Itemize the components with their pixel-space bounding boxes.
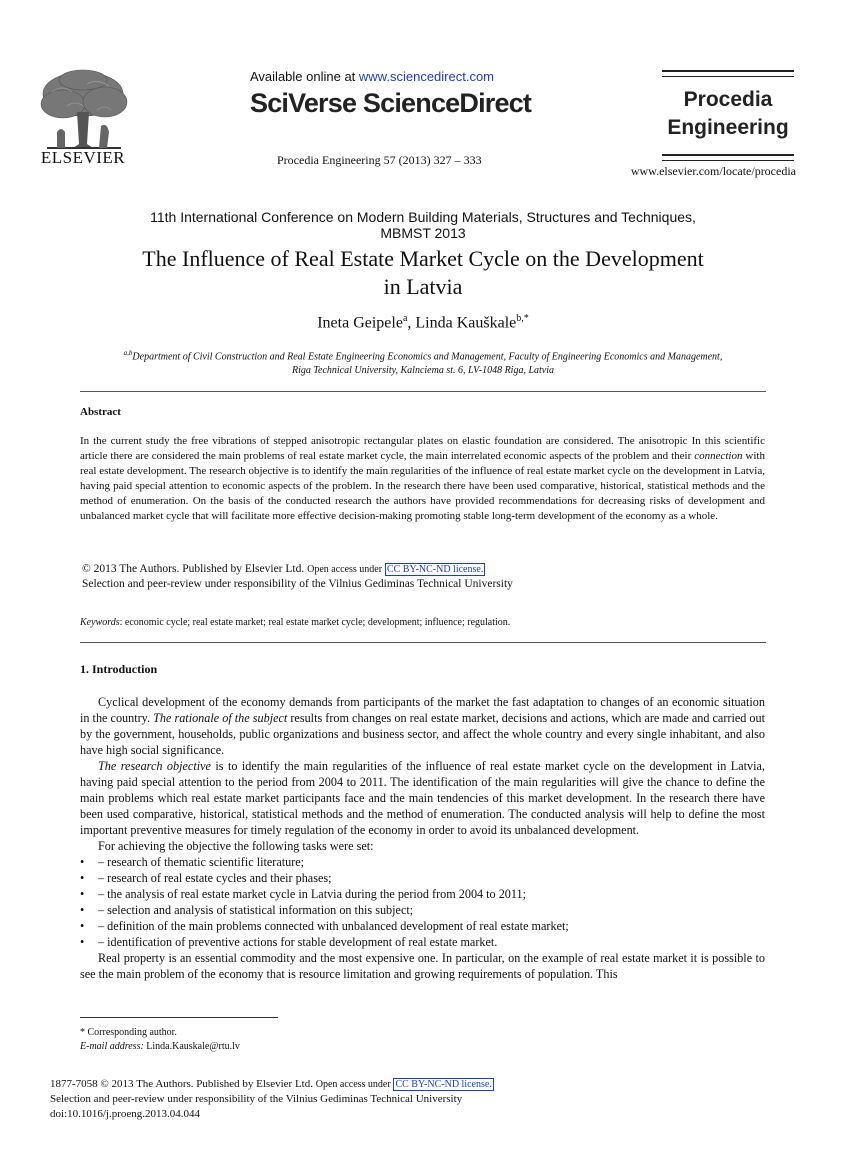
bullet-icon: •	[80, 903, 85, 917]
abstract-text-part1: In the current study the free vibrations of stepped anisotropic rectangular plates on elastic foundation are considered. The anisotropic In this scientific article there are considered the main problems of real estate market cycle, the main interrelated economic aspects of the problem and their	[80, 435, 765, 462]
paper-title-line1: The Influence of Real Estate Market Cycle on the Development	[142, 246, 704, 271]
journal-name-line2: Engineering	[667, 116, 789, 139]
conference-name	[60, 209, 786, 241]
abstract-text-part2: with real estate development. The research objective is to identify the main regularities of the influence of real estate market cycle on the development in Latvia, having paid special attention to economic aspects of the problem. In the research there have been used comparative, historical, statistical methods and the method of enumeration. On the basis of the conducted research the authors have provided recommendations for decreasing risks of development and unbalanced market cycle that will facilitate more effective decision-making promoting stable long-term development of the economy as a whole.	[80, 450, 765, 522]
task-text: – definition of the main problems connected with unbalanced development of real estate market;	[98, 919, 569, 933]
author-2: Linda Kauškale	[415, 314, 517, 332]
list-item	[80, 886, 765, 902]
list-item	[80, 918, 765, 934]
author-1-affil: a	[402, 313, 408, 324]
journal-reference: Procedia Engineering 57 (2013) 327 – 333	[277, 153, 482, 167]
paper-title-line2: in Latvia	[383, 274, 463, 299]
intro-paragraph-3: For achieving the objective the following tasks were set:	[98, 839, 374, 853]
task-text: – research of thematic scientific literature;	[98, 855, 305, 869]
intro-p2-text: is to identify the main regularities of the influence of real estate market cycle on the development in Latvia, having paid special attention to the period from 2004 to 2011. The identification of the main regularities will give the chance to define the main problems which real estate market participants face and the main tendencies of this market development. In the research there have been used comparative, historical, statistical methods and the method of enumeration. The conducted analysis will help to define the most important preventive measures for timely regulation of the economy in order to avoid its unbalanced development.	[80, 759, 765, 837]
keywords-list: : economic cycle; real estate market; real estate market cycle; development; influence; regulation.	[119, 617, 511, 628]
task-text: – identification of preventive actions for stable development of real estate market.	[98, 935, 498, 949]
license-link[interactable]: CC BY-NC-ND license.	[386, 564, 484, 575]
copyright-line: © 2013 The Authors. Published by Elsevier Ltd.	[82, 563, 305, 575]
intro-p1-text-a: Cyclical development of the economy demands from participants of the market the fast adaptation to changes of an economic situation in the country.	[80, 695, 765, 725]
author-separator: ,	[407, 314, 416, 332]
sciverse-sciencedirect-logo: SciVerse ScienceDirect	[250, 88, 532, 118]
page-footer	[50, 1077, 494, 1122]
journal-name	[662, 86, 794, 142]
conference-line2: MBMST 2013	[380, 225, 466, 241]
journal-rule-top	[662, 70, 794, 77]
abstract-text	[80, 434, 765, 524]
introduction-body	[80, 694, 765, 982]
email-address[interactable]: Linda.Kauskale@rtu.lv	[143, 1041, 240, 1052]
bullet-icon: •	[80, 855, 85, 869]
intro-p2-italic: The research objective	[98, 759, 211, 773]
journal-name-line1: Procedia	[683, 88, 773, 111]
intro-paragraph-1	[80, 694, 765, 758]
open-access-label: Open access under	[307, 564, 383, 575]
bullet-icon: •	[80, 887, 85, 901]
section-heading-introduction: 1. Introduction	[80, 662, 158, 676]
issn-copyright: 1877-7058 © 2013 The Authors. Published by Elsevier Ltd.	[50, 1078, 313, 1090]
keywords-label: Keywords	[80, 617, 120, 628]
footer-license-link[interactable]: CC BY-NC-ND license.	[395, 1079, 492, 1090]
intro-p1-italic: The rationale of the subject	[153, 711, 288, 725]
list-item	[80, 934, 765, 950]
doi[interactable]: doi:10.1016/j.proeng.2013.04.044	[50, 1108, 201, 1120]
conference-line1: 11th International Conference on Modern Building Materials, Structures and Techniques,	[150, 209, 696, 225]
footnote	[80, 1026, 240, 1054]
task-text: – selection and analysis of statistical information on this subject;	[98, 903, 414, 917]
email-label: E-mail address:	[80, 1041, 144, 1052]
journal-url[interactable]: www.elsevier.com/locate/procedia	[630, 164, 796, 178]
author-list	[60, 313, 786, 332]
paper-title	[60, 245, 786, 301]
list-item	[80, 870, 765, 886]
list-item	[80, 902, 765, 918]
abstract-heading: Abstract	[80, 406, 121, 418]
corresponding-author: * Corresponding author.	[80, 1027, 177, 1038]
copyright-block	[82, 562, 767, 592]
available-online	[250, 69, 494, 84]
divider-bottom	[80, 642, 766, 643]
author-1: Ineta Geipele	[317, 314, 403, 332]
bullet-icon: •	[80, 919, 85, 933]
footnote-rule	[80, 1017, 278, 1018]
bullet-icon: •	[80, 871, 85, 885]
intro-paragraph-4: Real property is an essential commodity and the most expensive one. In particular, on the example of real estate market it is possible to see the main problem of the economy that is resource limitation and growing requirements of population. This	[80, 951, 765, 981]
affiliation	[60, 346, 786, 378]
intro-paragraph-2	[80, 758, 765, 838]
task-text: – research of real estate cycles and their phases;	[98, 871, 332, 885]
intro-p1-text-b: results from changes on real estate market, decisions and actions, which are made and carried out by the government, households, public organizations and business sector, and affect the whole country and every single inhabitant, and also have high social significance.	[80, 711, 766, 757]
journal-rule-bottom	[662, 154, 794, 161]
affiliation-line2: Riga Technical University, Kalnciema st. 6, LV-1048 Riga, Latvia	[291, 365, 555, 377]
peer-review-line: Selection and peer-review under responsibility of the Vilnius Gediminas Technical University	[82, 578, 513, 590]
footer-open-access-label: Open access under	[315, 1079, 391, 1090]
sciencedirect-link[interactable]: www.sciencedirect.com	[358, 69, 495, 84]
author-2-affil: b,*	[516, 313, 529, 324]
bullet-icon: •	[80, 935, 85, 949]
task-list	[80, 854, 765, 950]
divider-top	[80, 391, 766, 392]
affiliation-line1: Department of Civil Construction and Real Estate Engineering Economics and Management, Faculty of Engineering Economics and Management,	[132, 351, 723, 363]
task-text: – the analysis of real estate market cycle in Latvia during the period from 2004 to 2011;	[98, 887, 527, 901]
list-item	[80, 854, 765, 870]
footer-peer-review: Selection and peer-review under responsibility of the Vilnius Gediminas Technical University	[50, 1093, 463, 1105]
keywords	[80, 617, 765, 628]
affiliation-sup: a,b	[123, 349, 133, 357]
available-prefix: Available online at	[250, 69, 359, 84]
abstract-text-italic: connection	[694, 450, 743, 462]
publisher-name: ELSEVIER	[40, 148, 126, 167]
